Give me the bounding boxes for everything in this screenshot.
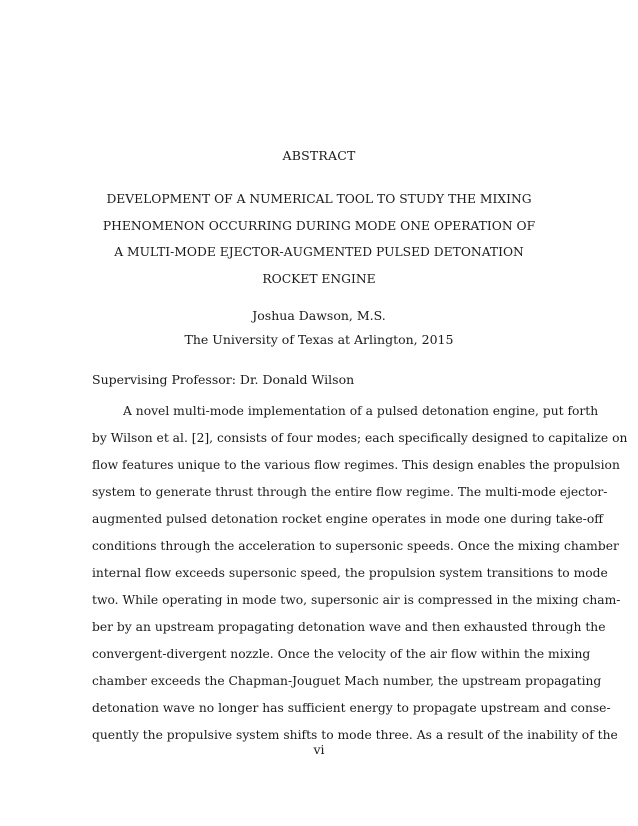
body-line: detonation wave no longer has sufficient energy to propagate upstream and conse-: [92, 701, 611, 715]
body-line: augmented pulsed detonation rocket engine operates in mode one during take-off: [92, 512, 603, 526]
body-line: ber by an upstream propagating detonation wave and then exhausted through the: [92, 620, 606, 634]
body-line: convergent-divergent nozzle. Once the velocity of the air flow within the mixing: [92, 647, 591, 661]
title-line: PHENOMENON OCCURRING DURING MODE ONE OPERATION OF: [102, 218, 536, 233]
body-line: quently the propulsive system shifts to mode three. As a result of the inability of the: [92, 728, 618, 742]
page-number: vi: [313, 742, 325, 757]
body-line: chamber exceeds the Chapman-Jouguet Mach number, the upstream propagating: [92, 674, 602, 688]
body-line: flow features unique to the various flow regimes. This design enables the propulsion: [92, 458, 620, 472]
abstract-heading: ABSTRACT: [282, 148, 356, 163]
thesis-title: [60, 186, 578, 292]
body-line: by Wilson et al. [2], consists of four modes; each specifically designed to capitalize on: [92, 431, 628, 445]
affiliation: The University of Texas at Arlington, 2015: [184, 332, 454, 347]
body-line: two. While operating in mode two, supersonic air is compressed in the mixing cham-: [92, 593, 621, 607]
author-name: Joshua Dawson, M.S.: [252, 308, 386, 323]
title-line: A MULTI-MODE EJECTOR-AUGMENTED PULSED DETONATION: [114, 245, 524, 259]
body-line: internal flow exceeds supersonic speed, the propulsion system transitions to mode: [92, 566, 608, 580]
body-line: conditions through the acceleration to supersonic speeds. Once the mixing chamber: [92, 539, 619, 553]
title-line: DEVELOPMENT OF A NUMERICAL TOOL TO STUDY THE MIXING: [106, 192, 532, 206]
abstract-body: [92, 398, 628, 749]
title-line: ROCKET ENGINE: [262, 271, 376, 286]
body-line: A novel multi-mode implementation of a pulsed detonation engine, put forth: [123, 404, 599, 418]
body-line: system to generate thrust through the entire flow regime. The multi-mode ejector-: [92, 485, 608, 499]
supervising-professor: Supervising Professor: Dr. Donald Wilson: [92, 372, 355, 387]
